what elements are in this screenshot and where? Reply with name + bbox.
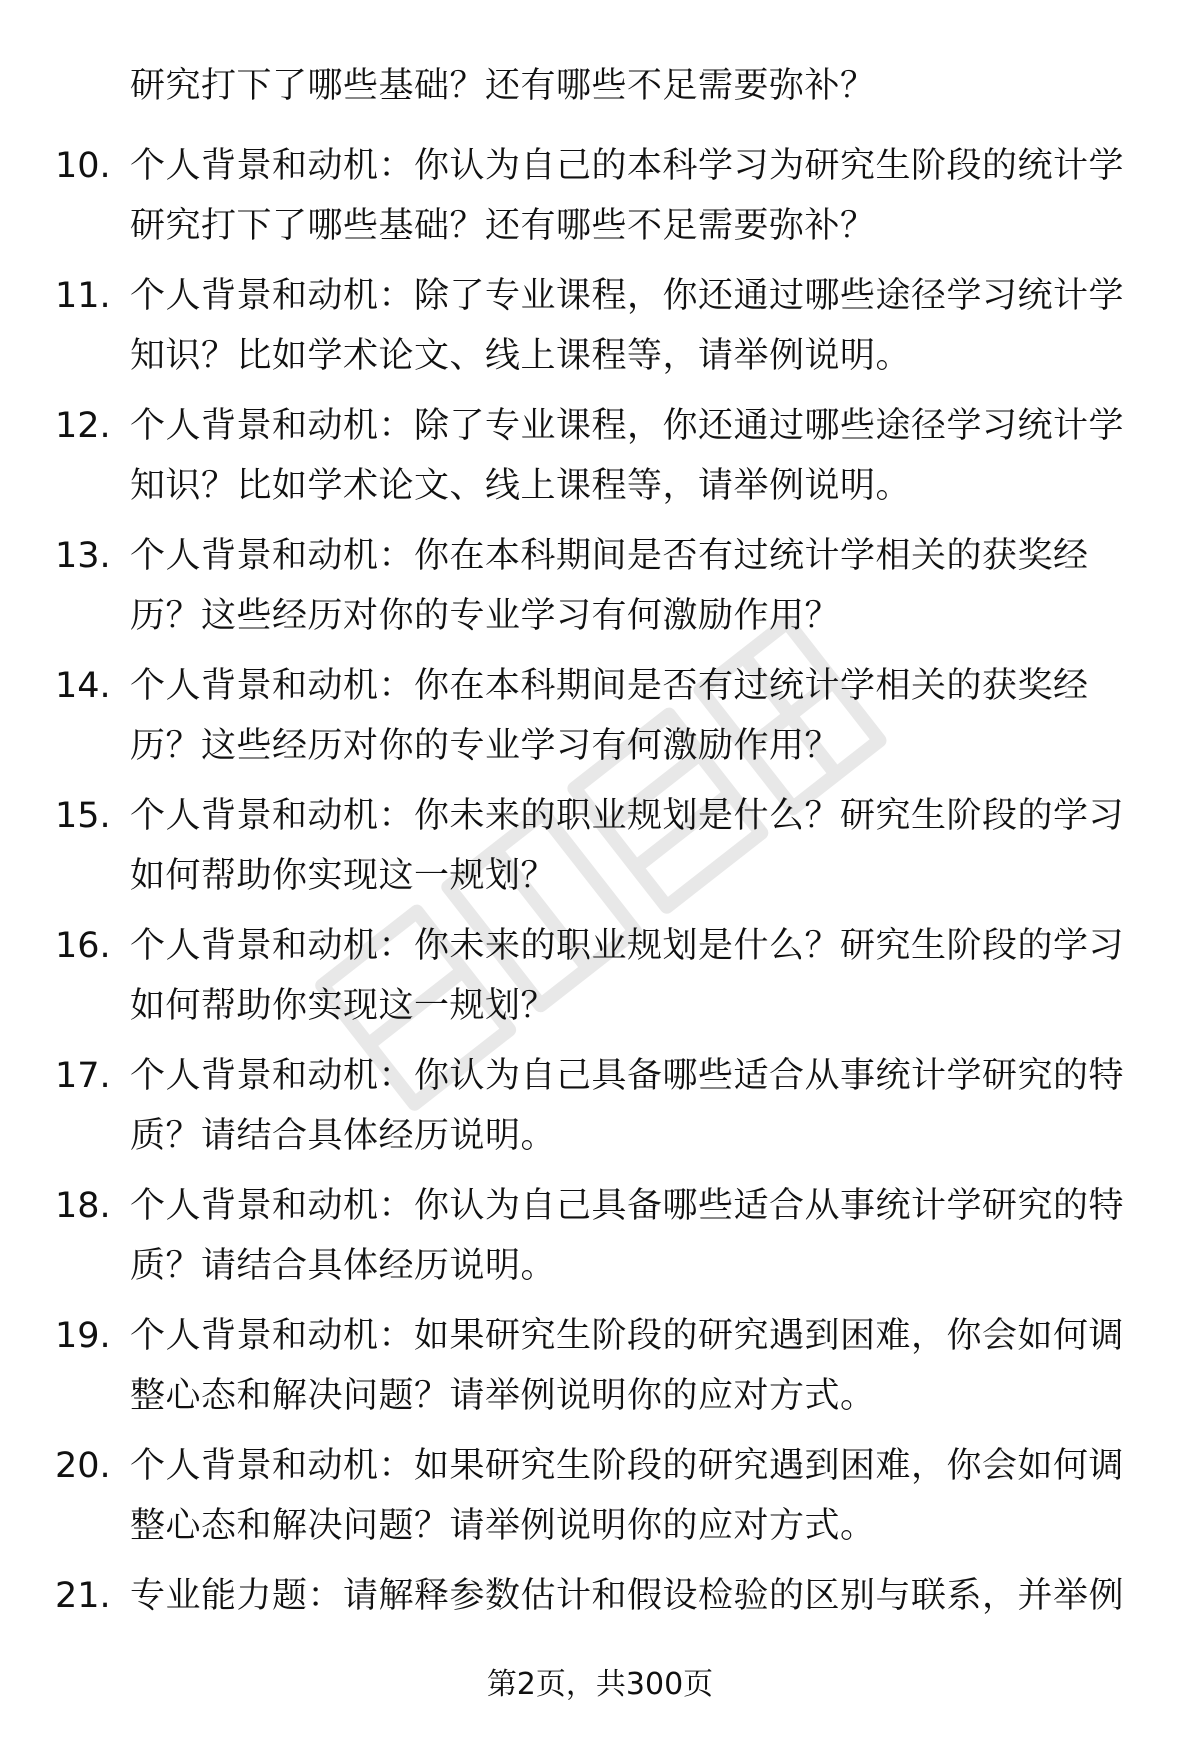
question-text xyxy=(130,136,1150,256)
question-list xyxy=(0,136,1200,1696)
question-line: 专业能力题：请解释参数估计和假设检验的区别与联系，并举例 xyxy=(130,1576,1125,1616)
question-line: 个人背景和动机：你未来的职业规划是什么？研究生阶段的学习 xyxy=(130,796,1125,836)
question-item xyxy=(0,786,1200,916)
question-line: 个人背景和动机：你在本科期间是否有过统计学相关的获奖经 xyxy=(130,536,1089,576)
question-number: 18. xyxy=(55,1186,111,1226)
question-item xyxy=(0,1176,1200,1306)
question-line: 如何帮助你实现这一规划？ xyxy=(130,856,557,896)
question-item xyxy=(0,396,1200,526)
question-number: 14. xyxy=(55,666,111,706)
question-line: 质？请结合具体经历说明。 xyxy=(130,1116,557,1156)
question-text xyxy=(130,1306,1150,1426)
question-number: 16. xyxy=(55,926,111,966)
question-number: 12. xyxy=(55,406,111,446)
question-number: 19. xyxy=(55,1316,111,1356)
question-line: 个人背景和动机：除了专业课程，你还通过哪些途径学习统计学 xyxy=(130,276,1125,316)
question-item xyxy=(0,656,1200,786)
question-line: 个人背景和动机：如果研究生阶段的研究遇到困难，你会如何调 xyxy=(130,1316,1125,1356)
question-text xyxy=(130,266,1150,386)
question-number: 21. xyxy=(55,1576,111,1616)
question-line: 历？这些经历对你的专业学习有何激励作用？ xyxy=(130,726,841,766)
question-item xyxy=(0,136,1200,266)
question-text xyxy=(130,1566,1150,1626)
question-item xyxy=(0,1306,1200,1436)
question-line: 个人背景和动机：你认为自己具备哪些适合从事统计学研究的特 xyxy=(130,1056,1125,1096)
question-text xyxy=(130,916,1150,1036)
question-item xyxy=(0,1436,1200,1566)
continuation-text: 研究打下了哪些基础？还有哪些不足需要弥补？ xyxy=(130,66,876,106)
question-line: 质？请结合具体经历说明。 xyxy=(130,1246,557,1286)
question-text xyxy=(130,396,1150,516)
question-line: 知识？比如学术论文、线上课程等，请举例说明。 xyxy=(130,466,912,506)
question-number: 20. xyxy=(55,1446,111,1486)
question-text xyxy=(130,1176,1150,1296)
question-number: 17. xyxy=(55,1056,111,1096)
question-text xyxy=(130,1046,1150,1166)
question-item xyxy=(0,266,1200,396)
question-line: 个人背景和动机：除了专业课程，你还通过哪些途径学习统计学 xyxy=(130,406,1125,446)
question-line: 整心态和解决问题？请举例说明你的应对方式。 xyxy=(130,1506,876,1546)
question-item xyxy=(0,1046,1200,1176)
question-line: 整心态和解决问题？请举例说明你的应对方式。 xyxy=(130,1376,876,1416)
question-item xyxy=(0,526,1200,656)
question-line: 个人背景和动机：你认为自己的本科学习为研究生阶段的统计学 xyxy=(130,146,1125,186)
question-item xyxy=(0,916,1200,1046)
question-number: 11. xyxy=(55,276,111,316)
page-footer: 第2页，共300页 xyxy=(486,1667,714,1702)
question-text xyxy=(130,786,1150,906)
question-text xyxy=(130,656,1150,776)
question-line: 个人背景和动机：如果研究生阶段的研究遇到困难，你会如何调 xyxy=(130,1446,1125,1486)
question-number: 13. xyxy=(55,536,111,576)
question-line: 个人背景和动机：你认为自己具备哪些适合从事统计学研究的特 xyxy=(130,1186,1125,1226)
question-line: 个人背景和动机：你未来的职业规划是什么？研究生阶段的学习 xyxy=(130,926,1125,966)
question-line: 历？这些经历对你的专业学习有何激励作用？ xyxy=(130,596,841,636)
question-line: 研究打下了哪些基础？还有哪些不足需要弥补？ xyxy=(130,206,876,246)
question-line: 如何帮助你实现这一规划？ xyxy=(130,986,557,1026)
question-text xyxy=(130,526,1150,646)
question-line: 个人背景和动机：你在本科期间是否有过统计学相关的获奖经 xyxy=(130,666,1089,706)
question-number: 15. xyxy=(55,796,111,836)
question-line: 知识？比如学术论文、线上课程等，请举例说明。 xyxy=(130,336,912,376)
question-number: 10. xyxy=(55,146,111,186)
question-text xyxy=(130,1436,1150,1556)
